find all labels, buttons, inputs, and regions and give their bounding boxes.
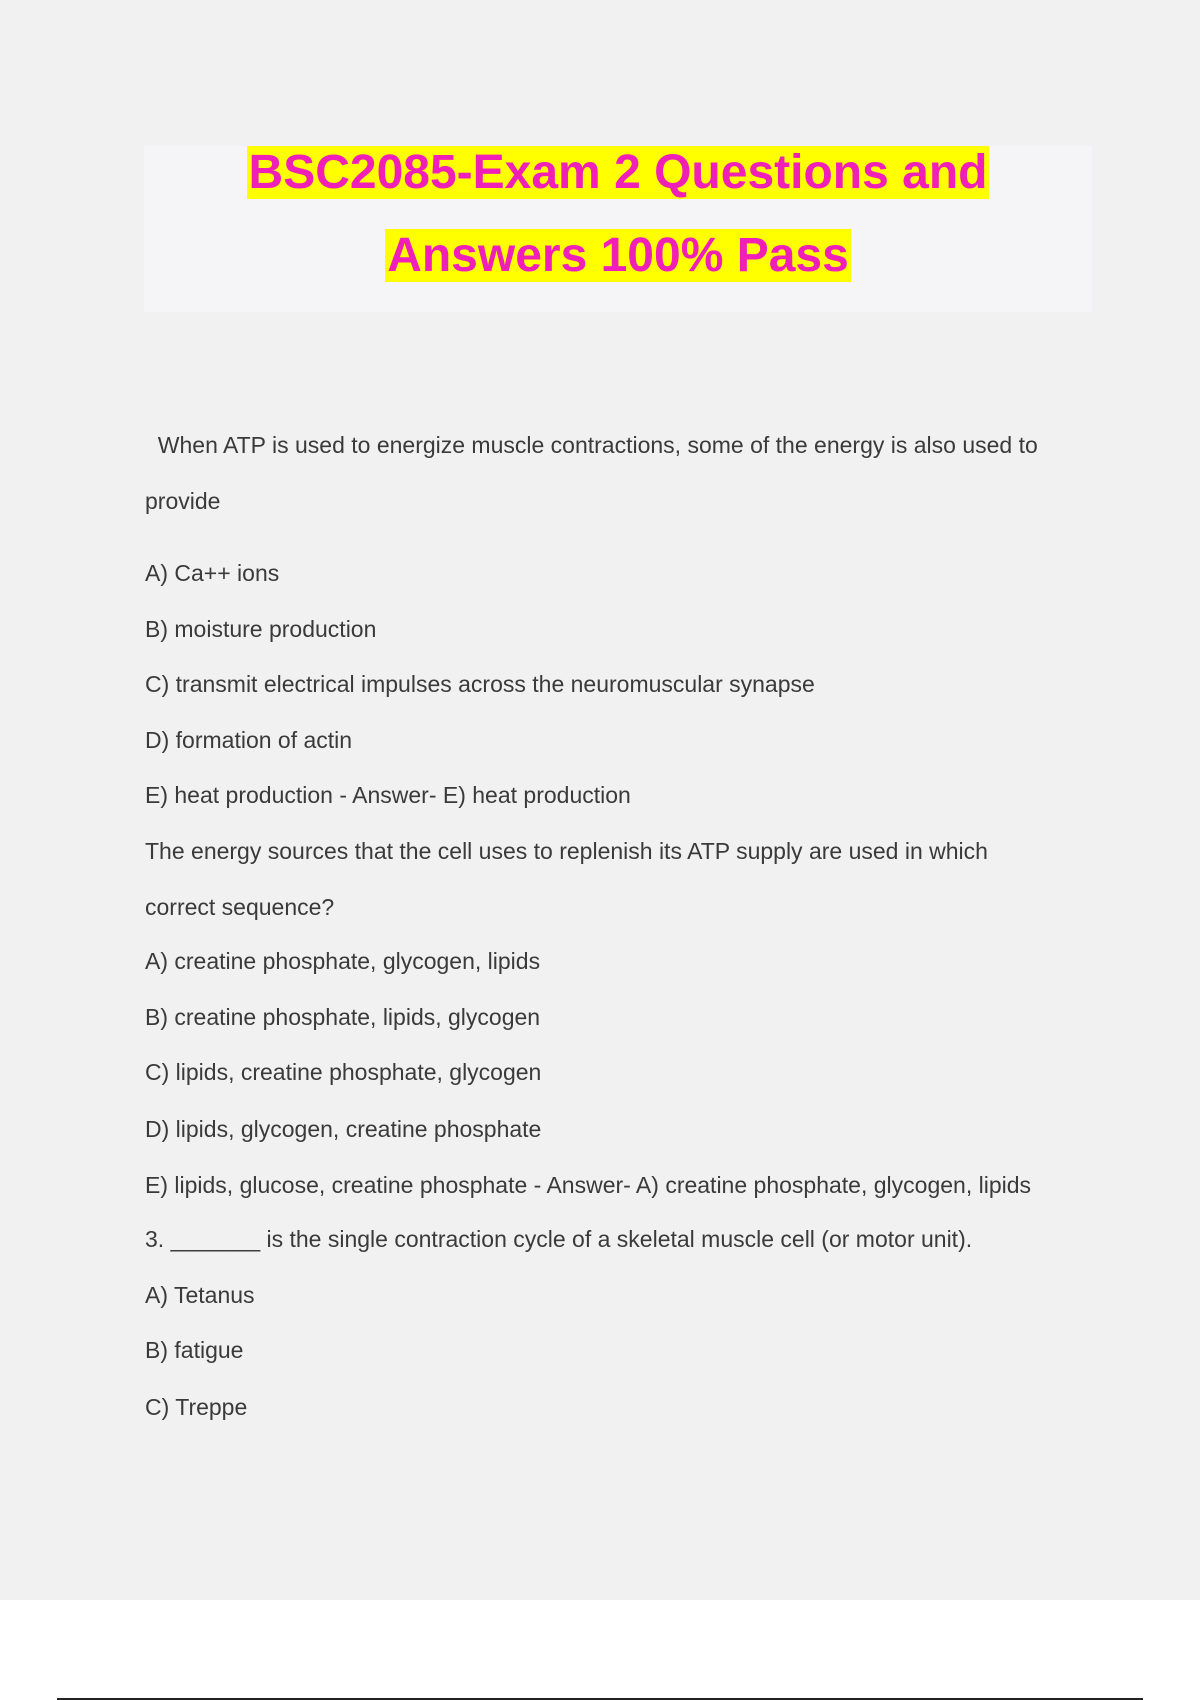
question-1-text-cont: provide xyxy=(145,488,221,514)
question-2-text: The energy sources that the cell uses to replenish its ATP supply are used in which xyxy=(145,838,988,864)
question-1-text: When ATP is used to energize muscle contractions, some of the energy is also used to xyxy=(145,432,1038,458)
question-2-option-c: C) lipids, creatine phosphate, glycogen xyxy=(145,1059,542,1085)
question-2-option-d: D) lipids, glycogen, creatine phosphate xyxy=(145,1116,542,1142)
question-3-option-a: A) Tetanus xyxy=(145,1282,255,1308)
question-2-option-e-answer: E) lipids, glucose, creatine phosphate - Answer- A) creatine phosphate, glycogen, lipids xyxy=(145,1172,1032,1198)
document-title-line-2: Answers 100% Pass xyxy=(387,229,849,282)
question-3-text: 3. _______ is the single contraction cycle of a skeletal muscle cell (or motor unit). xyxy=(145,1226,973,1252)
question-2-text-cont: correct sequence? xyxy=(145,894,335,920)
title-banner xyxy=(144,146,1092,312)
question-3-option-c: C) Treppe xyxy=(145,1394,248,1420)
question-3-option-b: B) fatigue xyxy=(145,1337,244,1363)
question-1-option-c: C) transmit electrical impulses across the neuromuscular synapse xyxy=(145,671,815,697)
question-2-option-b: B) creatine phosphate, lipids, glycogen xyxy=(145,1004,541,1030)
question-2-option-a: A) creatine phosphate, glycogen, lipids xyxy=(145,948,541,974)
question-1-option-a: A) Ca++ ions xyxy=(145,560,280,586)
document-title-line-1: BSC2085-Exam 2 Questions and xyxy=(248,146,988,199)
question-1-option-e-answer: E) heat production - Answer- E) heat production xyxy=(145,782,631,808)
question-1-option-b: B) moisture production xyxy=(145,616,377,642)
question-1-option-d: D) formation of actin xyxy=(145,727,353,753)
